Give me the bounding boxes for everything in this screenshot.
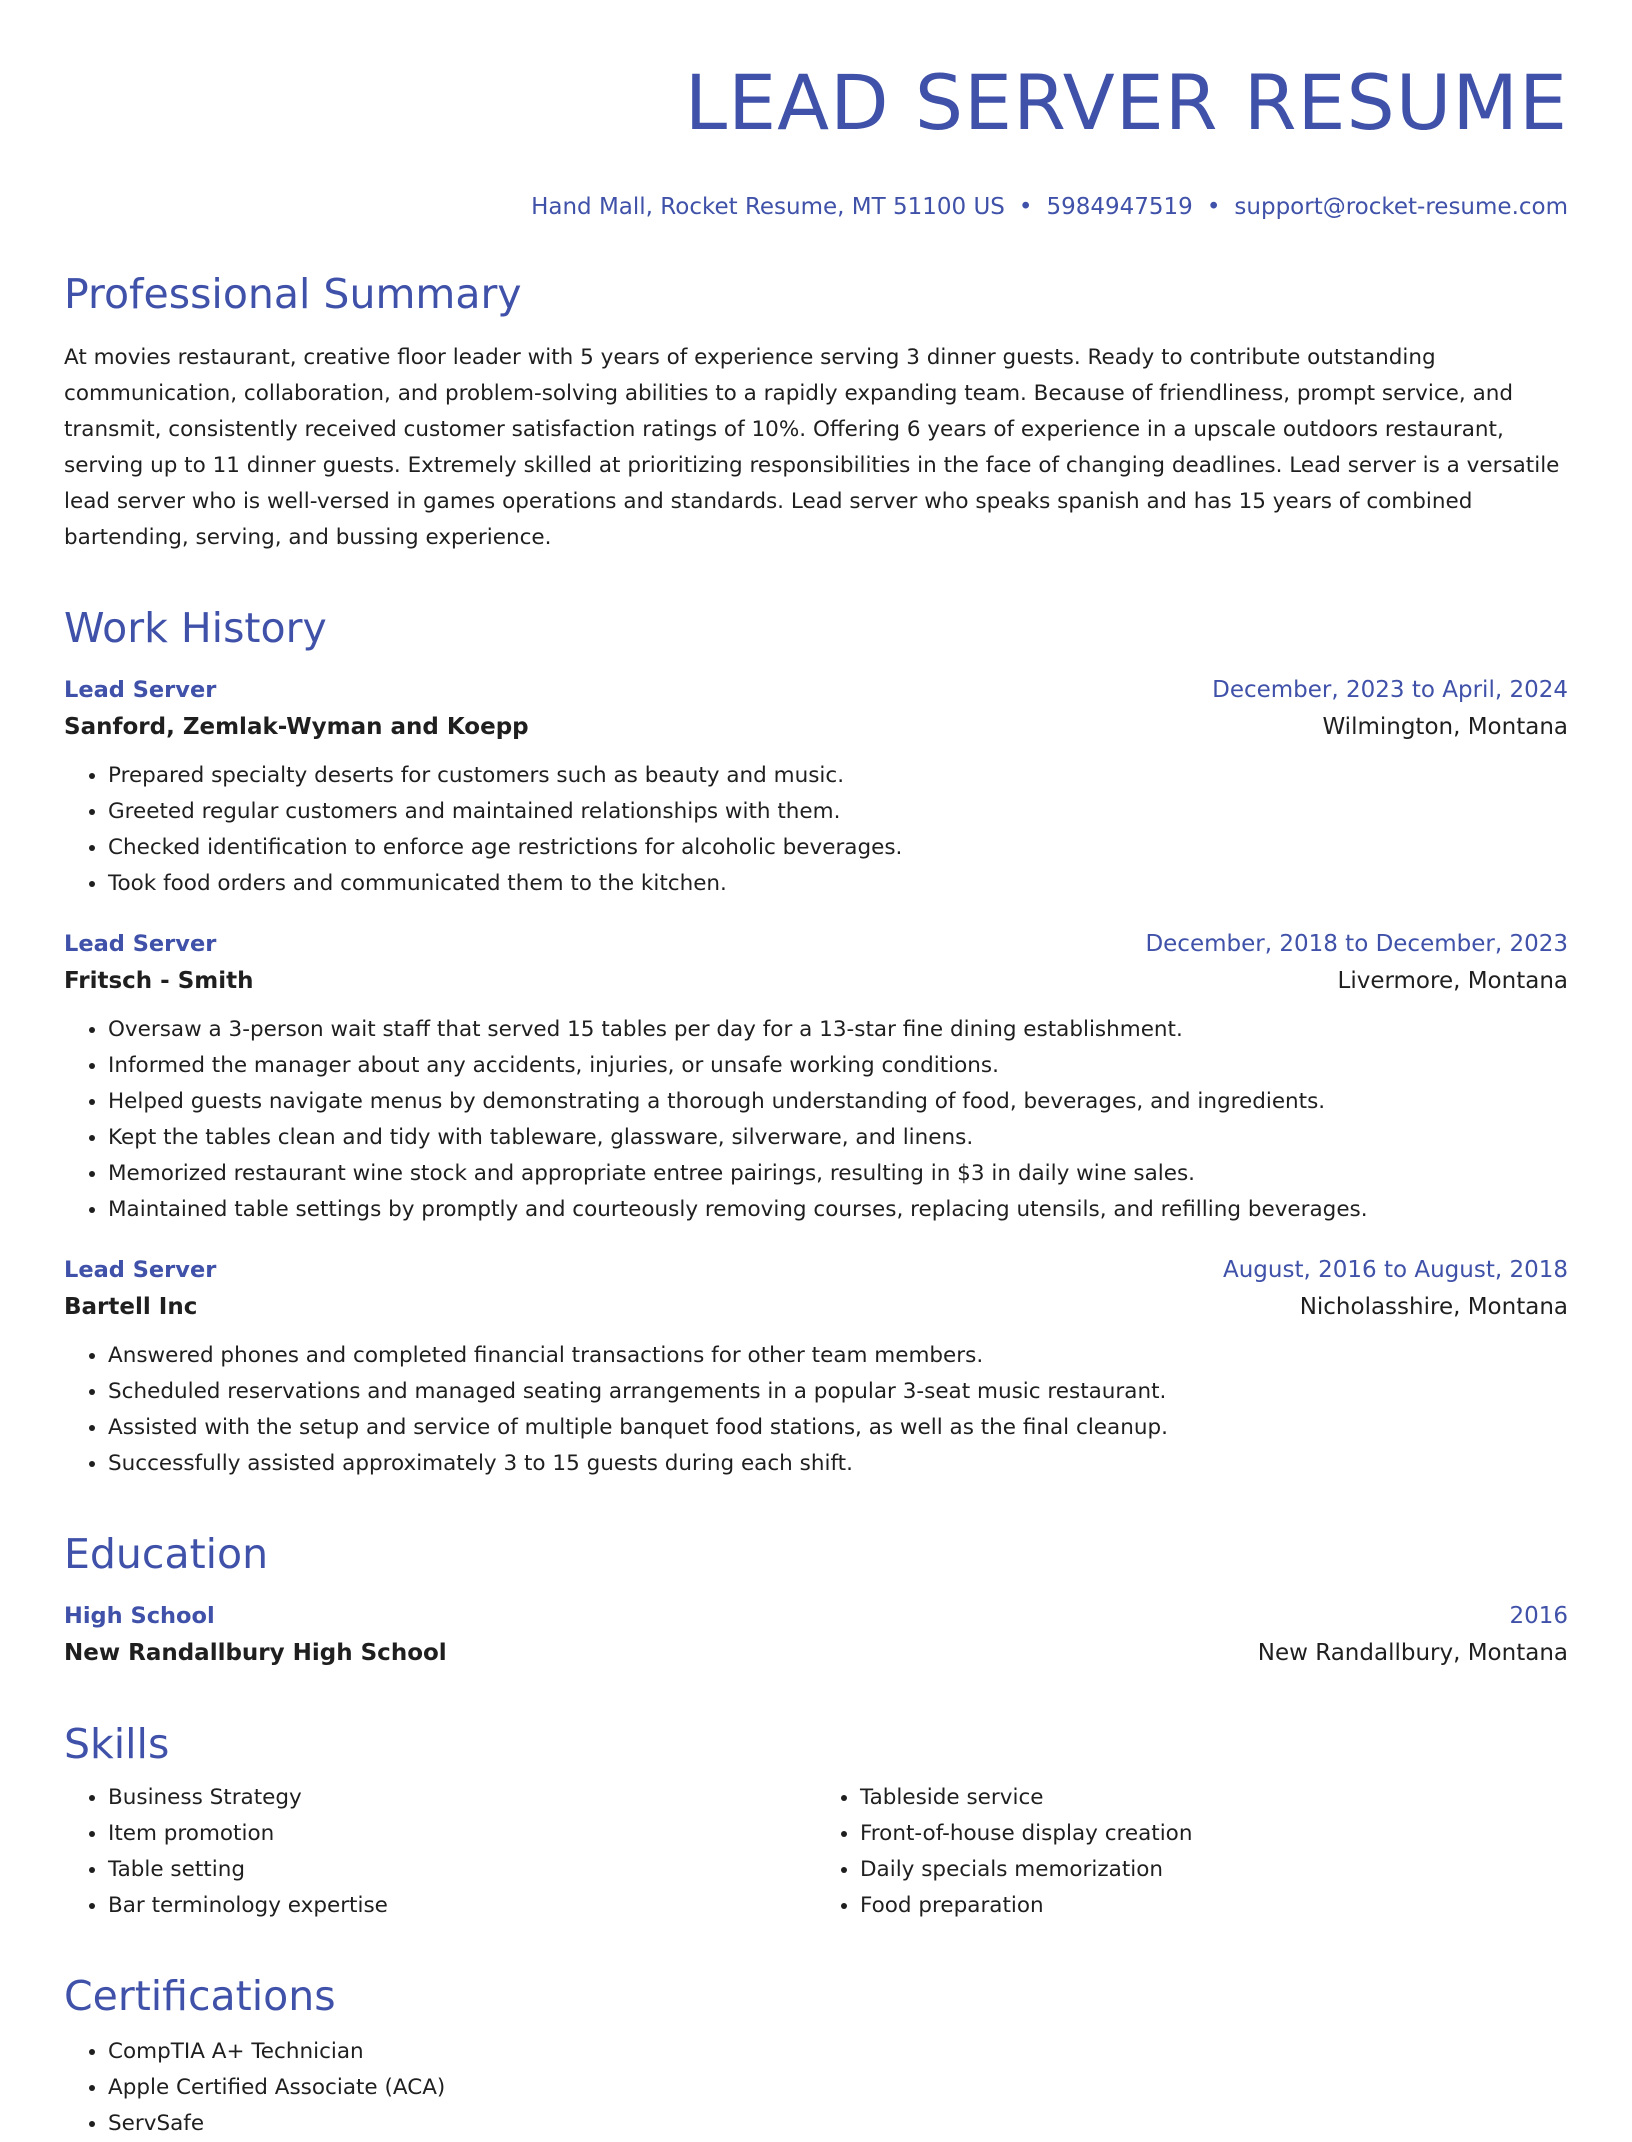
job-header	[64, 672, 1568, 708]
list-item: • Maintained table settings by promptly and courteously removing courses, replacing utensils, and refilling beverages.	[108, 1192, 1568, 1228]
contact-phone: 5984947519	[1046, 194, 1193, 220]
job-subheader	[64, 1288, 1568, 1326]
job-header	[64, 926, 1568, 962]
list-item: • ServSafe	[108, 2106, 1568, 2142]
contact-line	[64, 192, 1568, 222]
list-item: • Business Strategy	[108, 1780, 816, 1816]
list-item: • CompTIA A+ Technician	[108, 2034, 1568, 2070]
job-bullets	[64, 1338, 1568, 1482]
contact-separator: •	[1018, 194, 1033, 220]
list-item: • Apple Certified Associate (ACA)	[108, 2070, 1568, 2106]
list-item: • Took food orders and communicated them to the kitchen.	[108, 866, 1568, 902]
skills-heading: Skills	[64, 1720, 170, 1768]
job-dates: December, 2018 to December, 2023	[1145, 931, 1568, 957]
list-item: • Prepared specialty deserts for customers such as beauty and music.	[108, 758, 1568, 794]
education-year: 2016	[1509, 1603, 1568, 1629]
summary-heading: Professional Summary	[64, 270, 522, 318]
list-item: • Helped guests navigate menus by demonstrating a thorough understanding of food, beverages, and ingredients.	[108, 1084, 1568, 1120]
education-entry	[64, 1598, 1568, 1672]
list-item: • Assisted with the setup and service of multiple banquet food stations, as well as the final cleanup.	[108, 1410, 1568, 1446]
skills-list-left	[64, 1780, 816, 1924]
job-company: Bartell Inc	[64, 1294, 198, 1320]
certifications-list	[64, 2034, 1568, 2142]
job-subheader	[64, 708, 1568, 746]
contact-email[interactable]: support@rocket-resume.com	[1234, 194, 1568, 220]
job-bullets	[64, 1012, 1568, 1228]
list-item: • Front-of-house display creation	[860, 1816, 1568, 1852]
list-item: • Memorized restaurant wine stock and appropriate entree pairings, resulting in $3 in daily wine sales.	[108, 1156, 1568, 1192]
list-item: • Answered phones and completed financial transactions for other team members.	[108, 1338, 1568, 1374]
job-location: Wilmington, Montana	[1322, 714, 1568, 740]
list-item: • Checked identification to enforce age restrictions for alcoholic beverages.	[108, 830, 1568, 866]
list-item: • Bar terminology expertise	[108, 1888, 816, 1924]
job-title: Lead Server	[64, 1257, 217, 1283]
list-item: • Oversaw a 3-person wait staff that served 15 tables per day for a 13-star fine dining establishment.	[108, 1012, 1568, 1048]
education-degree: High School	[64, 1603, 215, 1629]
skills-list-right	[816, 1780, 1568, 1924]
contact-separator: •	[1206, 194, 1221, 220]
education-heading: Education	[64, 1530, 269, 1578]
list-item: • Informed the manager about any accidents, injuries, or unsafe working conditions.	[108, 1048, 1568, 1084]
list-item: • Daily specials memorization	[860, 1852, 1568, 1888]
job-entry	[64, 1252, 1568, 1482]
list-item: • Greeted regular customers and maintained relationships with them.	[108, 794, 1568, 830]
list-item: • Table setting	[108, 1852, 816, 1888]
list-item: • Kept the tables clean and tidy with tableware, glassware, silverware, and linens.	[108, 1120, 1568, 1156]
job-subheader	[64, 962, 1568, 1000]
job-location: Livermore, Montana	[1337, 968, 1568, 994]
summary-text: At movies restaurant, creative floor leader with 5 years of experience serving 3 dinner guests. Ready to contribute outstanding communication, collaboration, and problem-solving abilities to a rapidly expanding team. Because of friendliness, prompt service, and transmit, consistently received customer satisfaction ratings of 10%. Offering 6 years of experience in a upscale outdoors restaurant, serving up to 11 dinner guests. Extremely skilled at prioritizing responsibilities in the face of changing deadlines. Lead server is a versatile lead server who is well-versed in games operations and standards. Lead server who speaks spanish and has 15 years of combined bartending, serving, and bussing experience.	[64, 345, 1560, 550]
job-company: Fritsch - Smith	[64, 968, 254, 994]
job-dates: August, 2016 to August, 2018	[1223, 1257, 1568, 1283]
job-bullets	[64, 758, 1568, 902]
job-entry	[64, 672, 1568, 902]
list-item: • Scheduled reservations and managed seating arrangements in a popular 3-seat music restaurant.	[108, 1374, 1568, 1410]
job-company: Sanford, Zemlak-Wyman and Koepp	[64, 714, 529, 740]
job-title: Lead Server	[64, 931, 217, 957]
list-item: • Tableside service	[860, 1780, 1568, 1816]
skills-columns	[64, 1780, 1568, 1924]
contact-address: Hand Mall, Rocket Resume, MT 51100 US	[531, 194, 1005, 220]
work-history-heading: Work History	[64, 604, 327, 652]
education-subheader	[64, 1634, 1568, 1672]
certifications-heading: Certifications	[64, 1972, 336, 2020]
education-location: New Randallbury, Montana	[1257, 1640, 1568, 1666]
list-item: • Item promotion	[108, 1816, 816, 1852]
list-item: • Successfully assisted approximately 3 to 15 guests during each shift.	[108, 1446, 1568, 1482]
education-header	[64, 1598, 1568, 1634]
resume-title: LEAD SERVER RESUME	[684, 58, 1568, 147]
job-dates: December, 2023 to April, 2024	[1212, 677, 1568, 703]
job-title: Lead Server	[64, 677, 217, 703]
job-location: Nicholasshire, Montana	[1299, 1294, 1568, 1320]
education-school: New Randallbury High School	[64, 1640, 447, 1666]
job-entry	[64, 926, 1568, 1228]
list-item: • Food preparation	[860, 1888, 1568, 1924]
job-header	[64, 1252, 1568, 1288]
